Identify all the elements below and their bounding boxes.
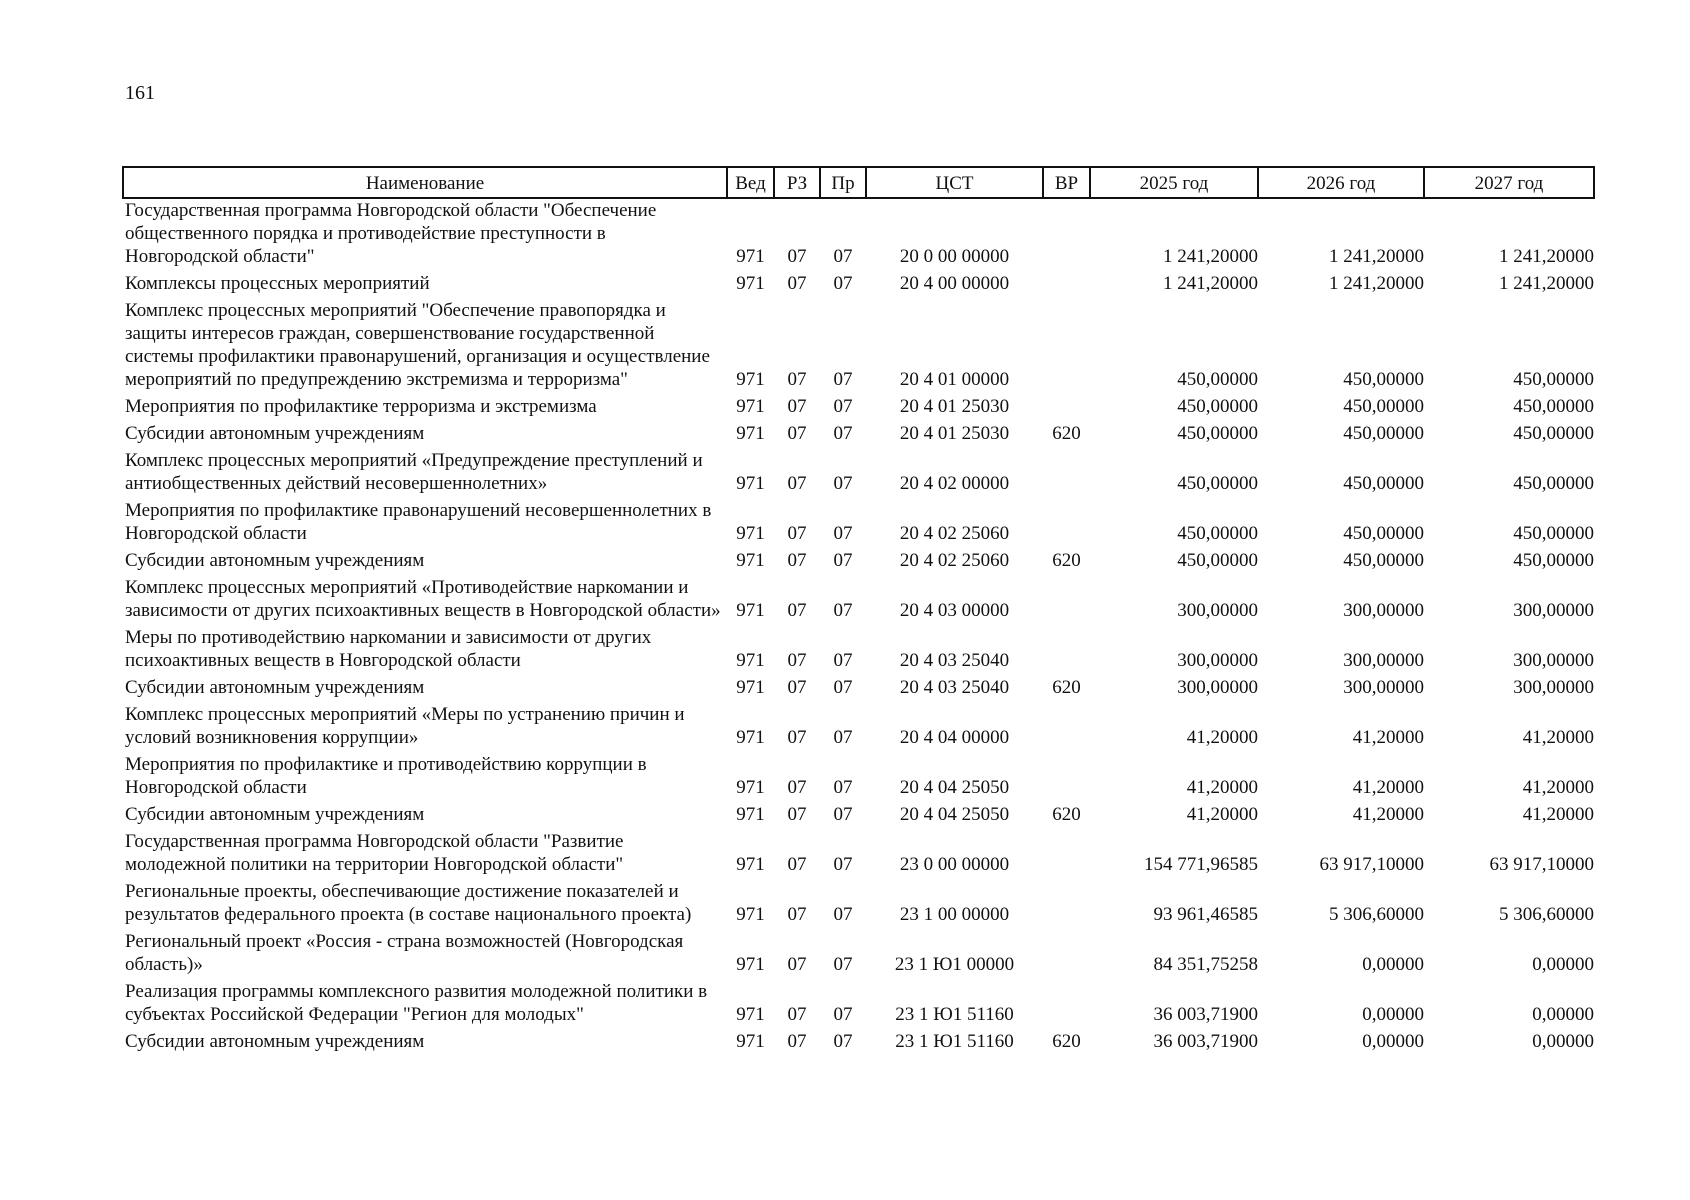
cell-2027: 41,20000 (1522, 727, 1594, 748)
cell-rz: 07 (787, 550, 807, 571)
cell-2026: 41,20000 (1352, 777, 1424, 798)
cell-pr: 07 (833, 854, 853, 875)
cell-2025: 41,20000 (1186, 777, 1258, 798)
cell-pr: 07 (833, 1031, 853, 1052)
header-2027: 2027 год (1424, 167, 1594, 198)
cell-cst: 20 4 01 25030 (899, 423, 1010, 444)
cell-2025: 300,00000 (1177, 600, 1258, 621)
cell-pr: 07 (833, 523, 853, 544)
cell-ved: 971 (736, 1004, 765, 1025)
cell-name: Комплекс процессных мероприятий «Противодействие наркомании и зависимости от других психоактивных веществ в Новгородской области» (125, 577, 721, 621)
cell-vr (1043, 930, 1090, 980)
cell-ved: 971 (736, 473, 765, 494)
cell-rz: 07 (787, 473, 807, 494)
cell-2026: 450,00000 (1343, 369, 1424, 390)
cell-pr: 07 (833, 246, 853, 267)
cell-pr: 07 (833, 369, 853, 390)
cell-2026: 1 241,20000 (1329, 273, 1424, 294)
cell-2027: 300,00000 (1513, 677, 1594, 698)
table-row (123, 880, 1594, 930)
cell-2026: 0,00000 (1362, 1004, 1424, 1025)
cell-pr: 07 (833, 1004, 853, 1025)
cell-pr: 07 (833, 904, 853, 925)
cell-ved: 971 (736, 1031, 765, 1052)
cell-2026: 63 917,10000 (1319, 854, 1424, 875)
cell-cst: 20 4 02 25060 (899, 523, 1010, 544)
cell-2027: 450,00000 (1513, 523, 1594, 544)
cell-2027: 450,00000 (1513, 423, 1594, 444)
cell-name: Комплексы процессных мероприятий (125, 273, 430, 294)
cell-2025: 36 003,71900 (1153, 1004, 1258, 1025)
cell-2025: 450,00000 (1177, 423, 1258, 444)
cell-pr: 07 (833, 727, 853, 748)
table-row (123, 980, 1594, 1030)
cell-2025: 36 003,71900 (1153, 1031, 1258, 1052)
cell-2025: 154 771,96585 (1144, 854, 1258, 875)
cell-ved: 971 (736, 369, 765, 390)
cell-vr: 620 (1052, 677, 1081, 698)
cell-vr (1043, 395, 1090, 422)
cell-pr: 07 (833, 550, 853, 571)
cell-2025: 450,00000 (1177, 523, 1258, 544)
cell-cst: 20 4 02 00000 (899, 473, 1010, 494)
cell-rz: 07 (787, 369, 807, 390)
cell-pr: 07 (833, 677, 853, 698)
cell-name: Региональные проекты, обеспечивающие достижение показателей и результатов федерального проекта (в составе национального проекта) (125, 881, 692, 925)
cell-rz: 07 (787, 650, 807, 671)
cell-2027: 450,00000 (1513, 550, 1594, 571)
table-row (123, 803, 1594, 830)
cell-2025: 41,20000 (1186, 727, 1258, 748)
cell-2026: 450,00000 (1343, 473, 1424, 494)
cell-2027: 63 917,10000 (1489, 854, 1594, 875)
cell-2027: 450,00000 (1513, 396, 1594, 417)
cell-2027: 1 241,20000 (1499, 246, 1594, 267)
table-body (123, 198, 1594, 1057)
cell-pr: 07 (833, 423, 853, 444)
cell-ved: 971 (736, 727, 765, 748)
cell-vr (1043, 830, 1090, 880)
cell-2025: 1 241,20000 (1163, 273, 1258, 294)
cell-name: Комплекс процессных мероприятий «Предупреждение преступлений и антиобщественных действий несовершеннолетних» (125, 450, 703, 494)
cell-vr: 620 (1052, 804, 1081, 825)
cell-2025: 84 351,75258 (1153, 954, 1258, 975)
cell-name: Реализация программы комплексного развития молодежной политики в субъектах Российской Федерации "Регион для молодых" (125, 981, 708, 1025)
cell-vr (1043, 198, 1090, 272)
cell-2025: 1 241,20000 (1163, 246, 1258, 267)
cell-rz: 07 (787, 777, 807, 798)
cell-name: Субсидии автономным учреждениям (125, 1031, 425, 1052)
header-2026: 2026 год (1258, 167, 1424, 198)
cell-2026: 1 241,20000 (1329, 246, 1424, 267)
cell-2025: 300,00000 (1177, 650, 1258, 671)
cell-2026: 300,00000 (1343, 600, 1424, 621)
cell-2025: 450,00000 (1177, 473, 1258, 494)
cell-2025: 300,00000 (1177, 677, 1258, 698)
cell-cst: 20 4 04 25050 (899, 804, 1010, 825)
cell-rz: 07 (787, 677, 807, 698)
cell-vr (1043, 626, 1090, 676)
cell-2027: 0,00000 (1532, 954, 1594, 975)
cell-name: Меры по противодействию наркомании и зависимости от других психоактивных веществ в Новгородской области (125, 627, 652, 671)
cell-name: Мероприятия по профилактике терроризма и экстремизма (125, 396, 597, 417)
cell-name: Региональный проект «Россия - страна возможностей (Новгородская область)» (125, 931, 684, 975)
cell-pr: 07 (833, 650, 853, 671)
cell-ved: 971 (736, 550, 765, 571)
cell-rz: 07 (787, 1031, 807, 1052)
cell-pr: 07 (833, 804, 853, 825)
table-row (123, 1030, 1594, 1057)
cell-vr (1043, 499, 1090, 549)
cell-ved: 971 (736, 904, 765, 925)
table-row (123, 499, 1594, 549)
cell-cst: 23 1 Ю1 00000 (894, 954, 1015, 975)
cell-2026: 450,00000 (1343, 523, 1424, 544)
cell-ved: 971 (736, 523, 765, 544)
cell-ved: 971 (736, 423, 765, 444)
cell-cst: 20 4 02 25060 (899, 550, 1010, 571)
cell-2025: 450,00000 (1177, 369, 1258, 390)
cell-rz: 07 (787, 727, 807, 748)
cell-cst: 23 1 Ю1 51160 (895, 1031, 1014, 1052)
table-row (123, 830, 1594, 880)
cell-pr: 07 (833, 396, 853, 417)
cell-cst: 20 4 04 00000 (899, 727, 1010, 748)
cell-cst: 23 0 00 00000 (899, 854, 1010, 875)
cell-pr: 07 (833, 777, 853, 798)
cell-ved: 971 (736, 273, 765, 294)
cell-2026: 5 306,60000 (1329, 904, 1424, 925)
cell-name: Субсидии автономным учреждениям (125, 677, 425, 698)
header-cst: ЦСТ (866, 167, 1043, 198)
table-row (123, 395, 1594, 422)
cell-2027: 300,00000 (1513, 650, 1594, 671)
cell-2026: 450,00000 (1343, 396, 1424, 417)
cell-2025: 93 961,46585 (1153, 904, 1258, 925)
table-row (123, 930, 1594, 980)
cell-name: Мероприятия по профилактике и противодействию коррупции в Новгородской области (125, 754, 647, 798)
header-ved: Вед (727, 167, 774, 198)
cell-2026: 0,00000 (1362, 954, 1424, 975)
cell-ved: 971 (736, 650, 765, 671)
cell-2027: 1 241,20000 (1499, 273, 1594, 294)
cell-2026: 0,00000 (1362, 1031, 1424, 1052)
cell-pr: 07 (833, 473, 853, 494)
cell-cst: 20 4 01 00000 (899, 369, 1010, 390)
cell-ved: 971 (736, 954, 765, 975)
header-vr: ВР (1043, 167, 1090, 198)
cell-cst: 23 1 00 00000 (899, 904, 1010, 925)
cell-2027: 450,00000 (1513, 473, 1594, 494)
cell-2025: 450,00000 (1177, 550, 1258, 571)
header-2025: 2025 год (1090, 167, 1258, 198)
cell-2027: 450,00000 (1513, 369, 1594, 390)
cell-vr (1043, 880, 1090, 930)
cell-cst: 20 4 03 00000 (899, 600, 1010, 621)
page-number: 161 (125, 82, 155, 104)
cell-cst: 20 4 03 25040 (899, 677, 1010, 698)
table-row (123, 576, 1594, 626)
cell-vr (1043, 980, 1090, 1030)
cell-pr: 07 (833, 273, 853, 294)
cell-2027: 0,00000 (1532, 1031, 1594, 1052)
cell-vr (1043, 576, 1090, 626)
cell-vr (1043, 272, 1090, 299)
cell-2025: 41,20000 (1186, 804, 1258, 825)
cell-cst: 20 4 00 00000 (899, 273, 1010, 294)
cell-2027: 0,00000 (1532, 1004, 1594, 1025)
cell-2026: 450,00000 (1343, 550, 1424, 571)
cell-rz: 07 (787, 1004, 807, 1025)
header-name: Наименование (123, 167, 727, 198)
cell-ved: 971 (736, 246, 765, 267)
cell-rz: 07 (787, 273, 807, 294)
cell-name: Субсидии автономным учреждениям (125, 804, 425, 825)
table-row (123, 422, 1594, 449)
cell-cst: 20 4 03 25040 (899, 650, 1010, 671)
cell-cst: 20 4 01 25030 (899, 396, 1010, 417)
cell-vr: 620 (1052, 1031, 1081, 1052)
cell-name: Субсидии автономным учреждениям (125, 550, 425, 571)
cell-cst: 20 0 00 00000 (899, 246, 1010, 267)
cell-2026: 300,00000 (1343, 650, 1424, 671)
cell-vr (1043, 449, 1090, 499)
table-row (123, 449, 1594, 499)
table-row (123, 626, 1594, 676)
header-pr: Пр (820, 167, 866, 198)
cell-rz: 07 (787, 246, 807, 267)
cell-name: Мероприятия по профилактике правонарушений несовершеннолетних в Новгородской области (125, 500, 712, 544)
cell-rz: 07 (787, 523, 807, 544)
budget-table (122, 166, 1595, 1057)
cell-rz: 07 (787, 954, 807, 975)
table-row (123, 753, 1594, 803)
cell-ved: 971 (736, 677, 765, 698)
table-row (123, 703, 1594, 753)
cell-rz: 07 (787, 423, 807, 444)
cell-2026: 300,00000 (1343, 677, 1424, 698)
cell-2026: 41,20000 (1352, 804, 1424, 825)
header-row (123, 167, 1594, 198)
cell-pr: 07 (833, 954, 853, 975)
cell-name: Государственная программа Новгородской области "Развитие молодежной политики на территории Новгородской области" (125, 831, 624, 875)
cell-vr: 620 (1052, 550, 1081, 571)
cell-name: Комплекс процессных мероприятий «Меры по устранению причин и условий возникновения коррупции» (125, 704, 685, 748)
cell-2026: 450,00000 (1343, 423, 1424, 444)
header-rz: РЗ (774, 167, 820, 198)
cell-ved: 971 (736, 854, 765, 875)
cell-rz: 07 (787, 804, 807, 825)
cell-cst: 23 1 Ю1 51160 (895, 1004, 1014, 1025)
cell-cst: 20 4 04 25050 (899, 777, 1010, 798)
cell-vr: 620 (1052, 423, 1081, 444)
cell-rz: 07 (787, 854, 807, 875)
cell-pr: 07 (833, 600, 853, 621)
cell-rz: 07 (787, 904, 807, 925)
cell-rz: 07 (787, 600, 807, 621)
cell-vr (1043, 753, 1090, 803)
cell-2027: 300,00000 (1513, 600, 1594, 621)
cell-2027: 41,20000 (1522, 804, 1594, 825)
table-row (123, 299, 1594, 395)
cell-ved: 971 (736, 777, 765, 798)
cell-ved: 971 (736, 804, 765, 825)
table-row (123, 198, 1594, 272)
table-row (123, 549, 1594, 576)
cell-ved: 971 (736, 600, 765, 621)
cell-ved: 971 (736, 396, 765, 417)
cell-name: Комплекс процессных мероприятий "Обеспечение правопорядка и защиты интересов граждан, совершенствование государственной системы профилактики правонарушений, организация и осуществление мероприятий по предупреждению экстремизма и терроризма" (125, 300, 710, 390)
table-row (123, 272, 1594, 299)
cell-name: Субсидии автономным учреждениям (125, 423, 425, 444)
cell-vr (1043, 299, 1090, 395)
cell-name: Государственная программа Новгородской области "Обеспечение общественного порядка и противодействие преступности в Новгородской области" (125, 200, 657, 267)
cell-vr (1043, 703, 1090, 753)
cell-2025: 450,00000 (1177, 396, 1258, 417)
cell-2027: 5 306,60000 (1499, 904, 1594, 925)
cell-2027: 41,20000 (1522, 777, 1594, 798)
table-row (123, 676, 1594, 703)
cell-rz: 07 (787, 396, 807, 417)
cell-2026: 41,20000 (1352, 727, 1424, 748)
